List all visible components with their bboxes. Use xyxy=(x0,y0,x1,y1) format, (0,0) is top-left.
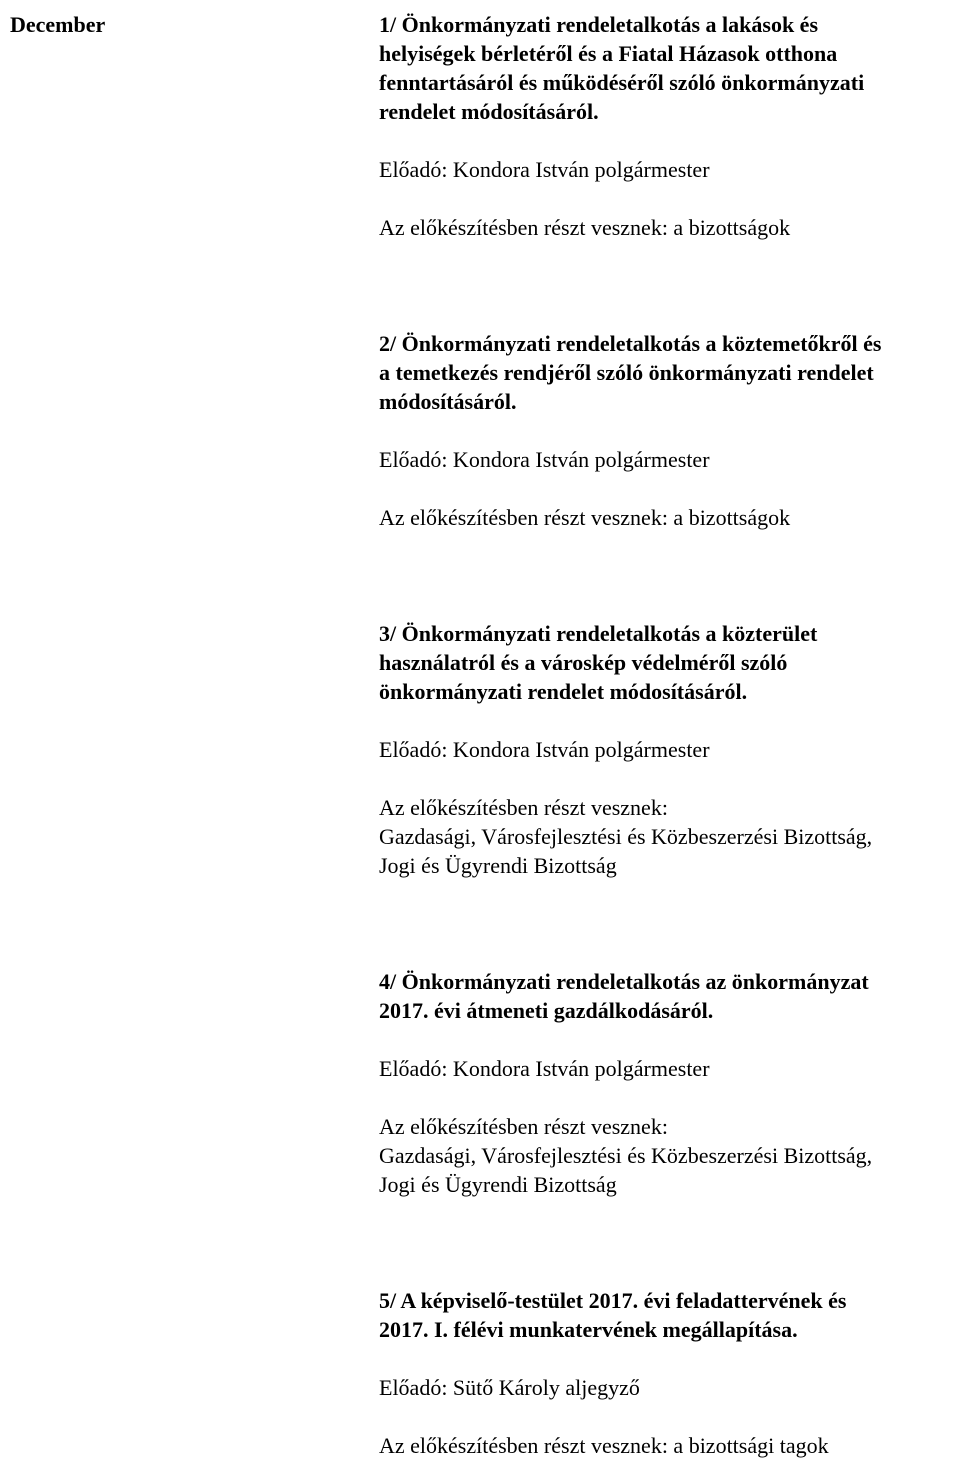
agenda-item-presenter: Előadó: Kondora István polgármester xyxy=(379,1056,710,1081)
title-line: módosításáról. xyxy=(379,389,517,414)
agenda-item-presenter: Előadó: Kondora István polgármester xyxy=(379,157,710,182)
agenda-item-2 xyxy=(379,329,957,532)
prep-line: Az előkészítésben részt vesznek: a bizottsági tagok xyxy=(379,1433,829,1458)
prep-line: Gazdasági, Városfejlesztési és Közbeszerzési Bizottság, xyxy=(379,824,873,849)
title-line: 3/ Önkormányzati rendeletalkotás a közterület xyxy=(379,621,818,646)
agenda-list xyxy=(379,10,957,1460)
title-line: 2/ Önkormányzati rendeletalkotás a köztemetőkről és xyxy=(379,331,882,356)
title-line: rendelet módosításáról. xyxy=(379,99,599,124)
month-heading: December xyxy=(10,12,106,37)
title-line: 4/ Önkormányzati rendeletalkotás az önkormányzat xyxy=(379,969,869,994)
prep-line: Az előkészítésben részt vesznek: a bizottságok xyxy=(379,505,791,530)
agenda-item-preparers xyxy=(379,1112,957,1199)
agenda-item-5 xyxy=(379,1286,957,1460)
agenda-item-title xyxy=(379,1286,957,1344)
agenda-item-title xyxy=(379,967,957,1025)
title-line: a temetkezés rendjéről szóló önkormányzati rendelet xyxy=(379,360,874,385)
agenda-item-preparers xyxy=(379,793,957,880)
prep-line: Jogi és Ügyrendi Bizottság xyxy=(379,1172,617,1197)
prep-line: Jogi és Ügyrendi Bizottság xyxy=(379,853,617,878)
title-line: önkormányzati rendelet módosításáról. xyxy=(379,679,748,704)
agenda-item-title xyxy=(379,10,957,126)
title-line: használatról és a városkép védelméről szóló xyxy=(379,650,788,675)
agenda-item-4 xyxy=(379,967,957,1199)
agenda-item-title xyxy=(379,619,957,706)
title-line: 5/ A képviselő-testület 2017. évi feladattervének és xyxy=(379,1288,847,1313)
agenda-item-preparers xyxy=(379,213,957,242)
agenda-item-3 xyxy=(379,619,957,880)
agenda-item-presenter: Előadó: Kondora István polgármester xyxy=(379,737,710,762)
agenda-item-preparers xyxy=(379,503,957,532)
prep-line: Gazdasági, Városfejlesztési és Közbeszerzési Bizottság, xyxy=(379,1143,873,1168)
agenda-item-title xyxy=(379,329,957,416)
agenda-item-presenter: Előadó: Kondora István polgármester xyxy=(379,447,710,472)
title-line: 2017. évi átmeneti gazdálkodásáról. xyxy=(379,998,714,1023)
prep-line: Az előkészítésben részt vesznek: xyxy=(379,795,668,820)
agenda-item-1 xyxy=(379,10,957,242)
title-line: fenntartásáról és működéséről szóló önkormányzati xyxy=(379,70,865,95)
agenda-item-preparers xyxy=(379,1431,957,1460)
prep-line: Az előkészítésben részt vesznek: a bizottságok xyxy=(379,215,791,240)
title-line: 1/ Önkormányzati rendeletalkotás a lakások és xyxy=(379,12,819,37)
title-line: helyiségek bérletéről és a Fiatal Házasok otthona xyxy=(379,41,838,66)
prep-line: Az előkészítésben részt vesznek: xyxy=(379,1114,668,1139)
title-line: 2017. I. félévi munkatervének megállapítása. xyxy=(379,1317,798,1342)
agenda-item-presenter: Előadó: Sütő Károly aljegyző xyxy=(379,1375,640,1400)
